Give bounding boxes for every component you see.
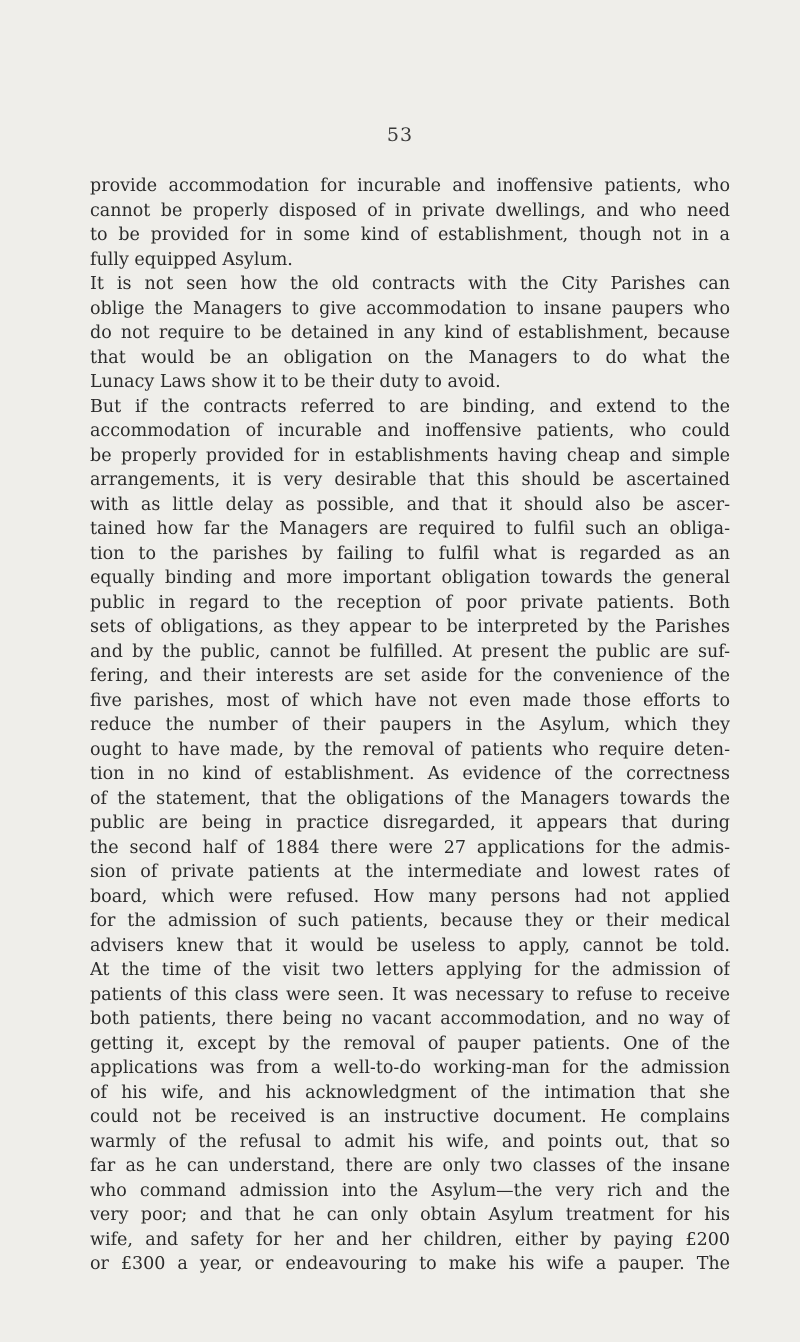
text-line: public in regard to the reception of poor private patients. Both <box>90 592 730 613</box>
text-line: to be provided for in some kind of establishment, though not in a <box>90 225 730 245</box>
text-line: or £300 a year, or endeavouring to make his wife a pauper. The <box>90 1254 730 1274</box>
text-line: of his wife, and his acknowledgment of the intimation that she <box>90 1082 730 1103</box>
text-line: reduce the number of their paupers in the Asylum, which they <box>90 715 730 735</box>
text-line: fully equipped Asylum. <box>90 249 293 270</box>
text-line: getting it, except by the removal of pauper patients. One of the <box>90 1033 730 1054</box>
text-line: the second half of 1884 there were 27 applications for the admis- <box>90 837 730 858</box>
text-line: of the statement, that the obligations of the Managers towards the <box>90 788 730 809</box>
text-line: Lunacy Laws show it to be their duty to avoid. <box>90 372 501 392</box>
text-line: It is not seen how the old contracts with the City Parishes can <box>90 274 730 294</box>
text-line: very poor; and that he can only obtain Asylum treatment for his <box>90 1205 730 1225</box>
text-line: provide accommodation for incurable and inoffensive patients, who <box>90 176 730 196</box>
text-line: wife, and safety for her and her children, either by paying £200 <box>90 1229 730 1250</box>
text-line: accommodation of incurable and inoffensive patients, who could <box>90 421 730 441</box>
text-line: who command admission into the Asylum—the very rich and the <box>90 1180 730 1201</box>
text-line: both patients, there being no vacant accommodation, and no way of <box>90 1009 730 1029</box>
text-line: arrangements, it is very desirable that this should be ascertained <box>90 470 730 490</box>
text-line: equally binding and more important obligation towards the general <box>90 568 730 588</box>
text-line: could not be received is an instructive document. He complains <box>90 1107 730 1127</box>
text-line: sion of private patients at the intermediate and lowest rates of <box>90 862 730 882</box>
text-line: and by the public, cannot be fulfilled. At present the public are suf- <box>90 641 730 662</box>
text-line: fering, and their interests are set aside for the convenience of the <box>90 666 730 686</box>
page-number: 53 <box>386 124 414 146</box>
text-line: cannot be properly disposed of in private dwellings, and who need <box>90 200 730 221</box>
text-line: tion in no kind of establishment. As evidence of the correctness <box>90 764 730 784</box>
text-line: five parishes, most of which have not even made those efforts to <box>90 690 730 711</box>
text-line: tion to the parishes by failing to fulfil what is regarded as an <box>90 543 730 564</box>
text-line: with as little delay as possible, and that it should also be ascer- <box>90 494 730 515</box>
text-line: tained how far the Managers are required to fulfil such an obliga- <box>90 519 730 539</box>
body-text <box>90 174 730 1277</box>
text-line: public are being in practice disregarded, it appears that during <box>90 813 730 833</box>
text-line: applications was from a well-to-do working-man for the admission <box>90 1058 730 1078</box>
text-line: for the admission of such patients, because they or their medical <box>90 911 730 931</box>
text-line: sets of obligations, as they appear to be interpreted by the Parishes <box>90 617 730 637</box>
text-line: But if the contracts referred to are binding, and extend to the <box>90 396 730 417</box>
text-line: board, which were refused. How many persons had not applied <box>90 886 730 907</box>
text-line: that would be an obligation on the Managers to do what the <box>90 347 730 368</box>
text-line: advisers knew that it would be useless to apply, cannot be told. <box>90 935 730 956</box>
text-line: ought to have made, by the removal of patients who require deten- <box>90 739 730 760</box>
text-line: patients of this class were seen. It was necessary to refuse to receive <box>90 984 730 1005</box>
text-line: oblige the Managers to give accommodation to insane paupers who <box>90 298 730 319</box>
text-line: warmly of the refusal to admit his wife, and points out, that so <box>90 1131 730 1152</box>
text-line: be properly provided for in establishments having cheap and simple <box>90 445 730 466</box>
text-line: far as he can understand, there are only two classes of the insane <box>90 1156 730 1176</box>
text-line: do not require to be detained in any kind of establishment, because <box>90 323 730 343</box>
text-line: At the time of the visit two letters applying for the admission of <box>90 960 730 980</box>
